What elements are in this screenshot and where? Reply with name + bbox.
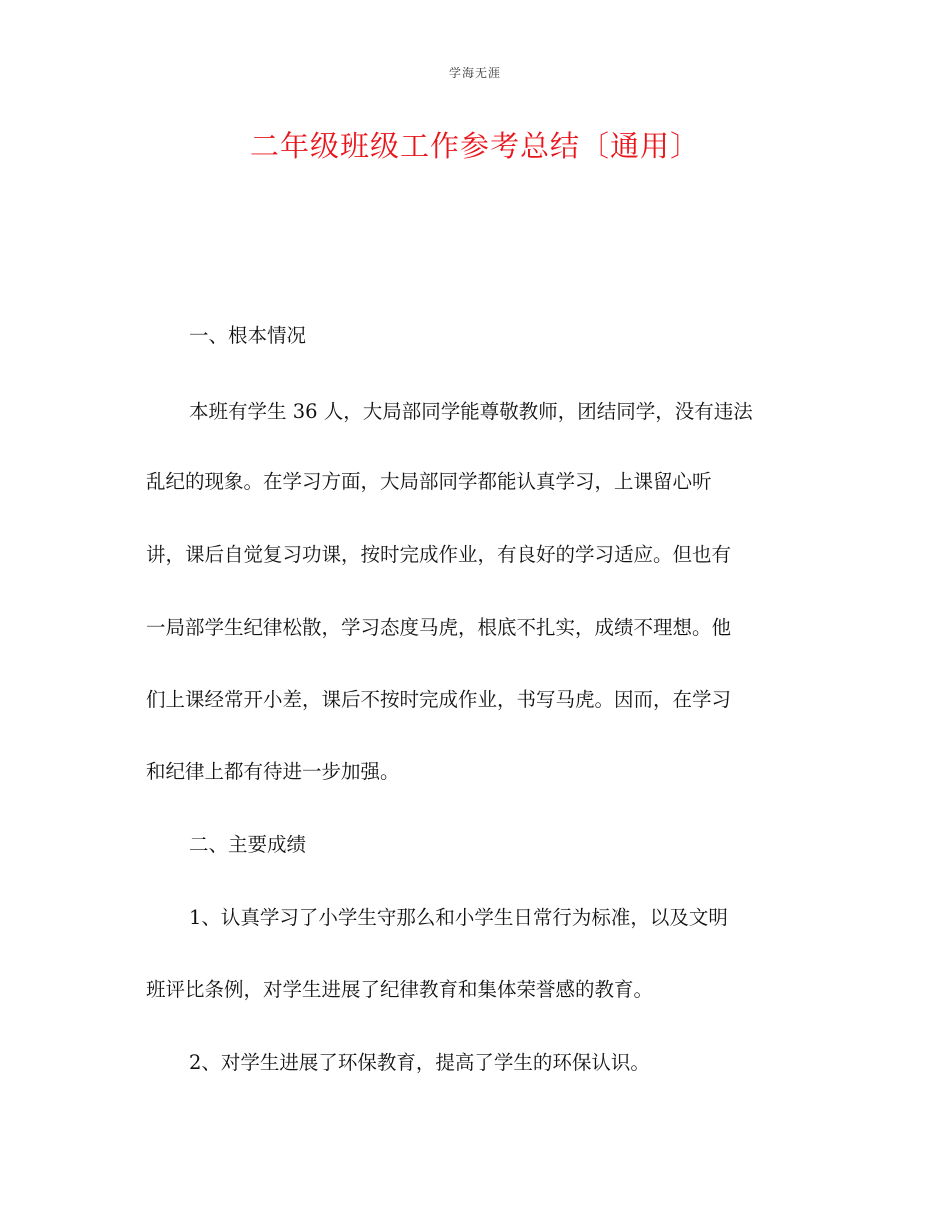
section-heading-basic-situation: 一、根本情况 xyxy=(189,324,307,347)
section-heading-main-results: 二、主要成绩 xyxy=(189,833,307,856)
paragraph-line: 们上课经常开小差，课后不按时完成作业，书写马虎。因而，在学习 xyxy=(146,688,732,711)
document-title: 二年级班级工作参考总结〔通用〕 xyxy=(249,129,700,163)
paragraph-line: 本班有学生 36 人，大局部同学能尊敬教师，团结同学，没有违法 xyxy=(189,400,753,423)
list-item-line: 班评比条例，对学生进展了纪律教育和集体荣誉感的教育。 xyxy=(146,978,654,1001)
list-item-line: 1、认真学习了小学生守那么和小学生日常行为标准，以及文明 xyxy=(189,906,728,929)
list-item-line: 2、对学生进展了环保教育，提高了学生的环保认识。 xyxy=(189,1051,650,1074)
paragraph-line: 和纪律上都有待进一步加强。 xyxy=(146,760,400,783)
paragraph-line: 一局部学生纪律松散，学习态度马虎，根底不扎实，成绩不理想。他 xyxy=(146,616,732,639)
paragraph-line: 讲，课后自觉复习功课，按时完成作业，有良好的学习适应。但也有 xyxy=(146,543,732,566)
header-note: 学海无涯 xyxy=(448,66,501,80)
paragraph-line: 乱纪的现象。在学习方面，大局部同学都能认真学习，上课留心听 xyxy=(146,470,712,493)
